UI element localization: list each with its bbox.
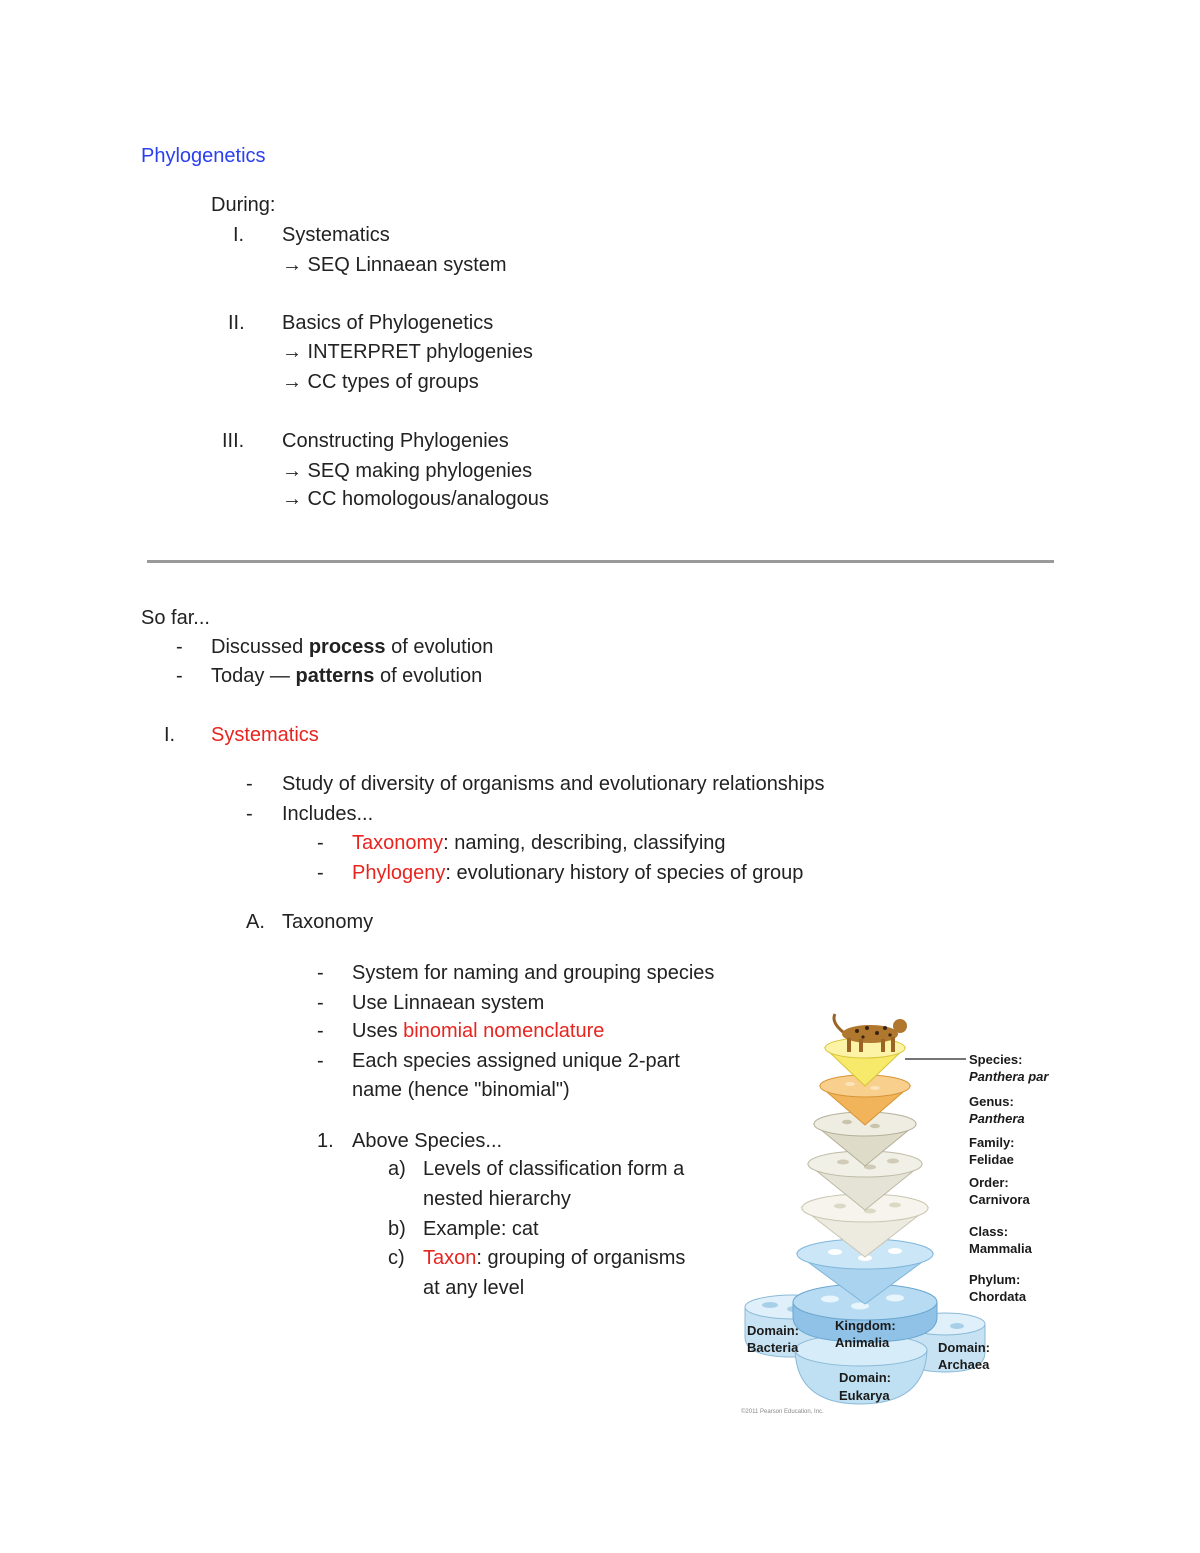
label-phylum-name: Chordata	[969, 1289, 1027, 1304]
list-num: 1.	[317, 1130, 334, 1152]
level-text: Taxon: grouping of organisms	[423, 1247, 686, 1269]
label-order-rank: Order:	[969, 1175, 1009, 1190]
taxonomy-unique-line: Each species assigned unique 2-part	[352, 1050, 680, 1072]
label-archaea-rank: Domain:	[938, 1340, 990, 1355]
dash: -	[246, 803, 253, 825]
taxonomy-bullet: Use Linnaean system	[352, 992, 545, 1014]
taxonomy-bullet: System for naming and grouping species	[352, 962, 715, 984]
dash: -	[317, 1050, 324, 1072]
outline-num: I.	[233, 224, 245, 246]
systematics-bullet: Study of diversity of organisms and evolutionary relationships	[282, 773, 825, 795]
level-text: Levels of classification form a	[423, 1158, 685, 1180]
outline-point: → CC homologous/analogous	[282, 488, 549, 510]
page-title: Phylogenetics	[141, 145, 266, 167]
label-bacteria-rank: Domain:	[747, 1323, 799, 1338]
label-eukarya-name: Eukarya	[839, 1388, 890, 1403]
label-eukarya-rank: Domain:	[839, 1370, 891, 1385]
label-class-name: Mammalia	[969, 1241, 1032, 1256]
dash: -	[317, 962, 324, 984]
outline-title: Constructing Phylogenies	[282, 430, 509, 452]
dash: -	[246, 773, 253, 795]
dash: -	[176, 636, 183, 658]
systematics-bullet: Includes...	[282, 803, 374, 825]
outline-point: → SEQ making phylogenies	[282, 460, 533, 482]
outline-title: Basics of Phylogenetics	[282, 312, 494, 334]
during-label: During:	[211, 194, 276, 216]
label-genus-rank: Genus:	[969, 1094, 1014, 1109]
level-text: nested hierarchy	[423, 1188, 571, 1210]
subsection-title: Taxonomy	[282, 911, 374, 933]
label-family-name: Felidae	[969, 1152, 1014, 1167]
bullet-patterns: Today — patterns of evolution	[211, 665, 483, 687]
label-phylum-rank: Phylum:	[969, 1272, 1021, 1287]
list-letter: c)	[388, 1247, 405, 1269]
label-species-rank: Species:	[969, 1052, 1023, 1067]
dash: -	[176, 665, 183, 687]
outline-point: → INTERPRET phylogenies	[282, 341, 533, 363]
outline-point: → SEQ Linnaean system	[282, 254, 507, 276]
taxonomy-unique-line: name (hence "binomial")	[352, 1079, 570, 1101]
list-letter: a)	[388, 1158, 406, 1180]
figure-credit: ©2011 Pearson Education, Inc.	[741, 1409, 824, 1415]
above-species-title: Above Species...	[352, 1130, 503, 1152]
label-species-name: Panthera par	[969, 1069, 1049, 1084]
level-text: at any level	[423, 1277, 525, 1299]
label-kingdom-name: Animalia	[835, 1335, 890, 1350]
taxonomy-binomial: Uses binomial nomenclature	[352, 1020, 605, 1042]
dash: -	[317, 992, 324, 1014]
label-kingdom-rank: Kingdom:	[835, 1318, 896, 1333]
bullet-process: Discussed process of evolution	[211, 636, 494, 658]
section-title: Systematics	[211, 724, 319, 746]
level-text: Example: cat	[423, 1218, 539, 1240]
label-archaea-name: Archaea	[938, 1357, 990, 1372]
horizontal-rule	[147, 560, 1054, 563]
includes-taxonomy: Taxonomy: naming, describing, classifying	[352, 832, 726, 854]
label-genus-name: Panthera	[969, 1111, 1025, 1126]
outline-point: → CC types of groups	[282, 371, 479, 393]
label-class-rank: Class:	[969, 1224, 1009, 1239]
outline-num: III.	[222, 430, 245, 452]
dash: -	[317, 832, 324, 854]
taxonomy-hierarchy-figure	[735, 1012, 1065, 1417]
label-bacteria-name: Bacteria	[747, 1340, 799, 1355]
label-order-name: Carnivora	[969, 1192, 1030, 1207]
outline-title: Systematics	[282, 224, 390, 246]
outline-num: II.	[228, 312, 245, 334]
section-num: I.	[164, 724, 176, 746]
list-letter: b)	[388, 1218, 406, 1240]
dash: -	[317, 1020, 324, 1042]
label-family-rank: Family:	[969, 1135, 1015, 1150]
includes-phylogeny: Phylogeny: evolutionary history of species of group	[352, 862, 804, 884]
so-far-heading: So far...	[141, 607, 210, 629]
subsection-num: A.	[246, 911, 265, 933]
dash: -	[317, 862, 324, 884]
